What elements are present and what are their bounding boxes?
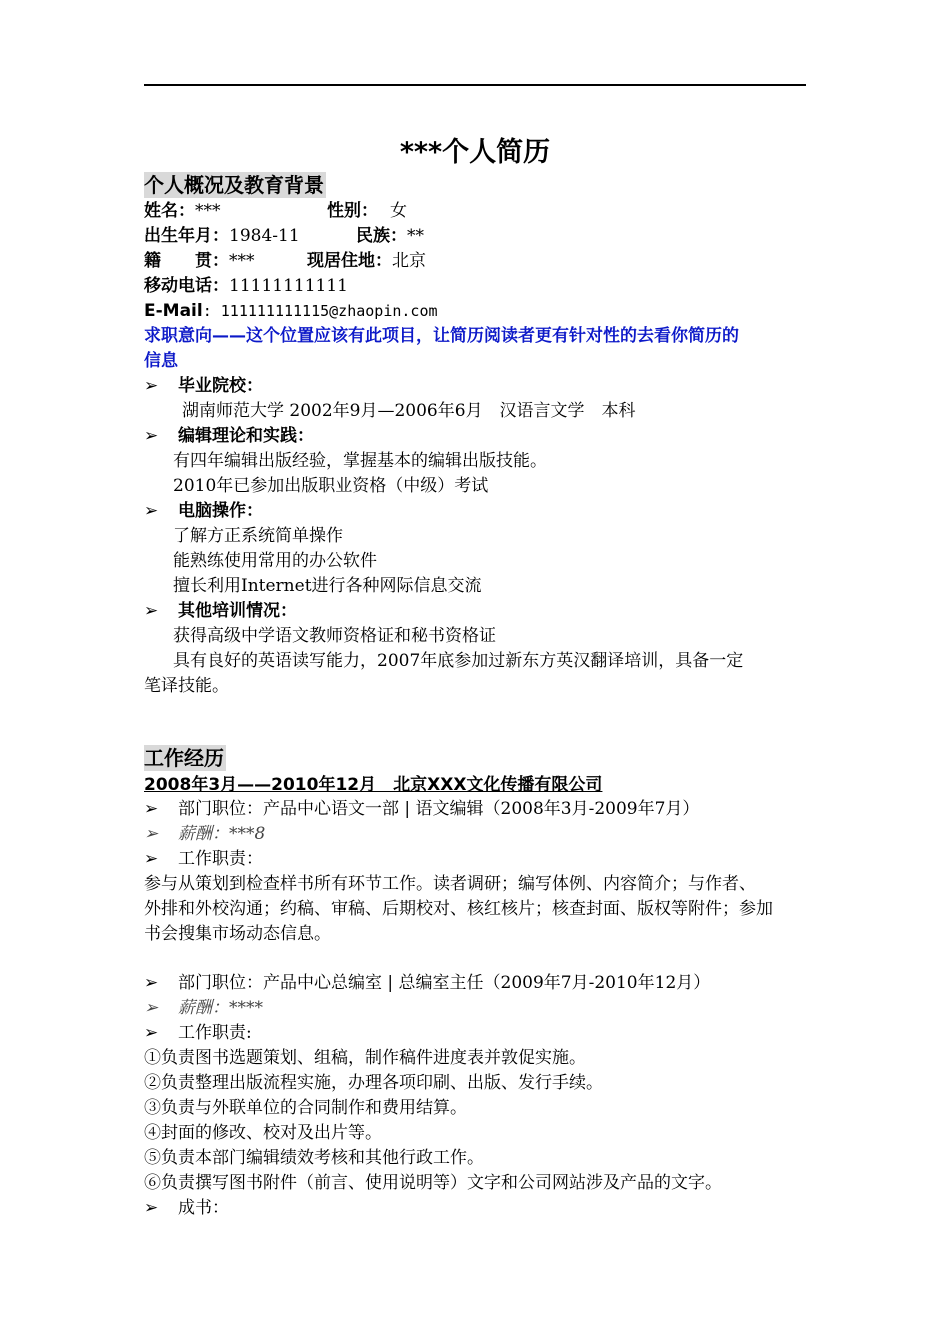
gender-label: 性别：: [327, 201, 378, 221]
bullet-arrow-icon: ➢: [144, 1023, 159, 1043]
bullet-arrow-icon: ➢: [144, 426, 159, 446]
job1-position: [144, 797, 699, 822]
name-gender-row: [144, 199, 407, 224]
school-heading: [144, 374, 263, 399]
computer-heading-label: 电脑操作：: [178, 501, 263, 521]
ethnic-value: **: [407, 226, 424, 246]
phone-label: 移动电话：: [144, 276, 229, 296]
editing-heading: [144, 424, 314, 449]
training-heading-label: 其他培训情况：: [178, 601, 297, 621]
job1-salary-text: 薪酬：***8: [178, 824, 266, 844]
job2-salary-text: 薪酬：****: [178, 998, 263, 1018]
birth-value: 1984-11: [229, 226, 300, 246]
job1-duty-line: 外排和外校沟通；约稿、审稿、后期校对、核红核片；核查封面、版权等附件；参加: [144, 899, 773, 919]
name-value: ***: [195, 201, 221, 221]
training-line: 笔译技能。: [144, 676, 229, 696]
job1-duty-label: [144, 847, 263, 872]
job2-duty-label-text: 工作职责:: [178, 1023, 252, 1043]
books-label-text: 成书：: [178, 1198, 229, 1218]
school-detail: 湖南师范大学 2002年9月—2006年6月 汉语言文学 本科: [182, 401, 636, 421]
job2-duty-item: ⑤负责本部门编辑绩效考核和其他行政工作。: [144, 1148, 484, 1168]
job-intent-line2: 信息: [144, 351, 178, 371]
bullet-arrow-icon: ➢: [144, 998, 159, 1018]
job2-duty-item: ②负责整理出版流程实施，办理各项印刷、出版、发行手续。: [144, 1073, 603, 1093]
job2-duty-item: ⑥负责撰写图书附件（前言、使用说明等）文字和公司网站涉及产品的文字。: [144, 1173, 722, 1193]
job2-salary: [144, 996, 263, 1021]
bullet-arrow-icon: ➢: [144, 824, 159, 844]
job2-duty-item: ③负责与外联单位的合同制作和费用结算。: [144, 1098, 467, 1118]
section-heading-profile: 个人概况及教育背景: [144, 173, 324, 197]
birth-ethnic-row: [144, 224, 424, 249]
training-heading: [144, 599, 297, 624]
job1-position-text: 部门职位：产品中心语文一部 | 语文编辑（2008年3月-2009年7月）: [178, 799, 700, 819]
job2-duty-item: ④封面的修改、校对及出片等。: [144, 1123, 382, 1143]
origin-label: 籍 贯：: [144, 251, 229, 271]
school-heading-label: 毕业院校：: [178, 376, 263, 396]
editing-heading-label: 编辑理论和实践：: [178, 426, 314, 446]
gender-value: 女: [390, 201, 407, 221]
computer-heading: [144, 499, 263, 524]
books-label: [144, 1196, 229, 1221]
job2-duty-item: ①负责图书选题策划、组稿，制作稿件进度表并敦促实施。: [144, 1048, 586, 1068]
birth-label: 出生年月：: [144, 226, 229, 246]
phone-value: 11111111111: [229, 276, 348, 296]
bullet-arrow-icon: ➢: [144, 849, 159, 869]
computer-line: 擅长利用Internet进行各种网际信息交流: [173, 576, 482, 596]
computer-line: 了解方正系统简单操作: [173, 526, 343, 546]
bullet-arrow-icon: ➢: [144, 1198, 159, 1218]
job1-duty-line: 书会搜集市场动态信息。: [144, 924, 331, 944]
job2-position: [144, 971, 710, 996]
email-value: : 111111111115@zhaopin.com: [202, 302, 438, 320]
editing-line: 2010年已参加出版职业资格（中级）考试: [173, 476, 489, 496]
header-rule: [144, 84, 806, 86]
training-line: 获得高级中学语文教师资格证和秘书资格证: [173, 626, 496, 646]
job2-position-text: 部门职位：产品中心总编室 | 总编室主任（2009年7月-2010年12月）: [178, 973, 711, 993]
email-label: E-Mail: [144, 301, 203, 321]
job1-salary: [144, 822, 265, 847]
origin-residence-row: [144, 249, 426, 274]
training-line: 具有良好的英语读写能力，2007年底参加过新东方英汉翻译培训，具备一定: [173, 651, 744, 671]
editing-line: 有四年编辑出版经验，掌握基本的编辑出版技能。: [173, 451, 547, 471]
email-row: [144, 299, 438, 324]
company-line: 2008年3月——2010年12月 北京XXX文化传播有限公司: [144, 775, 603, 795]
bullet-arrow-icon: ➢: [144, 973, 159, 993]
bullet-arrow-icon: ➢: [144, 601, 159, 621]
ethnic-label: 民族：: [356, 226, 407, 246]
residence-value: 北京: [392, 251, 426, 271]
bullet-arrow-icon: ➢: [144, 376, 159, 396]
job1-duty-label-text: 工作职责：: [178, 849, 263, 869]
origin-value: ***: [229, 251, 255, 271]
residence-label: 现居住地：: [307, 251, 392, 271]
job-intent-line1: 求职意向——这个位置应该有此项目，让简历阅读者更有针对性的去看你简历的: [144, 326, 739, 346]
name-label: 姓名：: [144, 201, 195, 221]
job2-duty-label: [144, 1021, 252, 1046]
page-title: ***个人简历: [399, 137, 551, 168]
section-heading-work: 工作经历: [144, 746, 224, 770]
bullet-arrow-icon: ➢: [144, 501, 159, 521]
computer-line: 能熟练使用常用的办公软件: [173, 551, 377, 571]
bullet-arrow-icon: ➢: [144, 799, 159, 819]
job1-duty-line: 参与从策划到检查样书所有环节工作。读者调研；编写体例、内容简介；与作者、: [144, 874, 756, 894]
phone-row: [144, 274, 348, 299]
